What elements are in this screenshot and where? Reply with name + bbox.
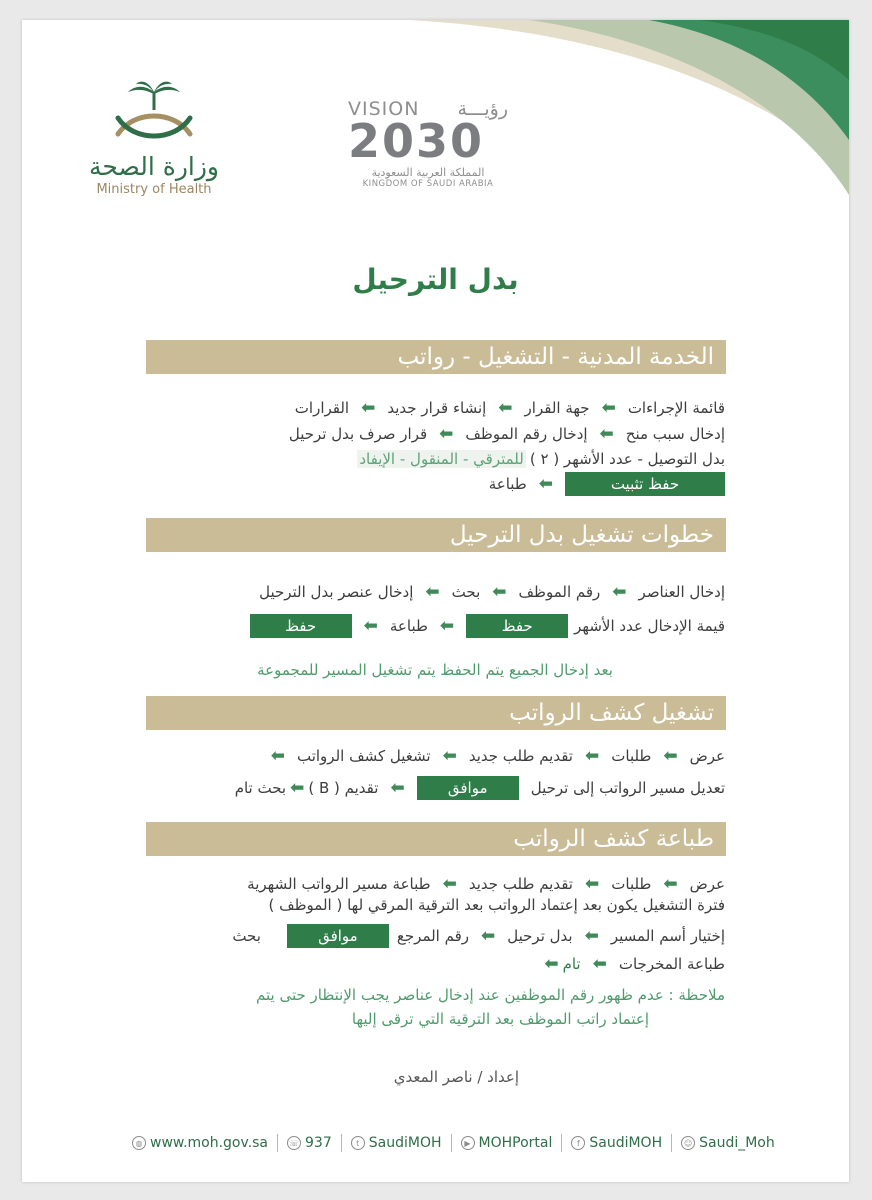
section-heading: خطوات تشغيل بدل الترحيل [146,518,726,552]
arrow-left-icon: ⬅ [585,874,600,894]
procedure-row [259,746,725,766]
header-swoosh [229,20,849,200]
arrow-left-icon: ⬅ [442,874,457,894]
approve-button[interactable]: موافق [417,776,519,800]
step-label: بحث [232,927,261,945]
website-link[interactable]: www.moh.gov.sa [150,1135,269,1151]
procedure-row [540,954,725,974]
save-confirm-button[interactable]: حفظ تثبيت [565,472,725,496]
arrow-left-icon: ⬅ [663,874,678,894]
section-heading: طباعة كشف الرواتب [146,822,726,856]
arrow-left-icon: ⬅ [481,926,496,946]
highlight-note: للمترقي - المنقول - الإيفاد [359,450,524,468]
ministry-logo [84,80,224,197]
group-run-note: بعد إدخال الجميع يتم الحفظ يتم تشغيل المسير للمجموعة [257,661,613,679]
youtube-channel[interactable]: MOHPortal [478,1135,553,1151]
arrow-left-icon: ⬅ [498,398,513,418]
procedure-row [357,450,725,468]
palm-swords-emblem-icon [104,80,204,146]
step-label: طباعة المخرجات [618,955,725,973]
procedure-row [259,582,725,602]
phone-number[interactable]: 937 [305,1135,332,1151]
step-label: قرار صرف بدل ترحيل [288,425,428,443]
arrow-left-icon: ⬅ [439,424,454,444]
twitter-icon: t [351,1136,365,1150]
step-label: إختيار أسم المسير [610,927,725,945]
arrow-left-icon: ⬅ [584,926,599,946]
step-label: قائمة الإجراءات [627,399,725,417]
phone-icon: ☏ [287,1136,301,1150]
author: إعداد / ناصر المعدي [393,1068,519,1086]
arrow-left-icon: ⬅ [290,778,305,798]
step-label: تقديم طلب جديد [468,747,573,765]
step-label: عرض [689,875,725,893]
arrow-left-icon: ⬅ [363,616,378,636]
step-label: طلبات [611,875,652,893]
ministry-name-en: Ministry of Health [96,182,212,197]
snapchat-icon: ☺ [681,1136,695,1150]
procedure-row [232,924,725,948]
vision-label-ar: رؤيـــة [457,98,508,120]
step-label: طباعة مسير الرواتب الشهرية [247,875,431,893]
step-label: فترة التشغيل يكون بعد إعتماد الرواتب بعد الترقية المرقي لها ( الموظف ) [268,896,725,914]
facebook-icon: f [571,1136,585,1150]
step-label: بدل التوصيل - عدد الأشهر ( ٢ ) [529,450,725,468]
arrow-left-icon: ⬅ [592,954,607,974]
step-label: إدخال عنصر بدل الترحيل [259,583,414,601]
procedure-row [235,776,725,800]
step-label: تعديل مسير الرواتب إلى ترحيل [530,779,725,797]
arrow-left-icon: ⬅ [270,746,285,766]
globe-icon: ◍ [132,1136,146,1150]
step-label: طباعة [488,475,527,493]
procedure-row [268,896,725,914]
step-label: بحث تام [234,779,287,797]
step-label: عرض [689,747,725,765]
step-label: بحث [451,583,481,601]
procedure-row [289,424,725,444]
facebook-page[interactable]: SaudiMOH [589,1135,663,1151]
step-label: قيمة الإدخال عدد الأشهر [574,617,725,635]
arrow-left-icon: ⬅ [390,778,405,798]
step-label: القرارات [294,399,350,417]
arrow-left-icon: ⬅ [612,582,627,602]
arrow-left-icon: ⬅ [601,398,616,418]
page-title: بدل الترحيل [352,263,519,296]
procedure-row [247,874,725,894]
arrow-left-icon: ⬅ [538,474,553,494]
procedure-row [295,398,725,418]
procedure-row [250,614,725,638]
arrow-left-icon: ⬅ [585,746,600,766]
kingdom-name-en: KINGDOM OF SAUDI ARABIA [362,179,494,189]
arrow-left-icon: ⬅ [599,424,614,444]
step-label: طباعة [389,617,428,635]
step-label: إدخال العناصر [638,583,725,601]
vision-label-en: VISION [348,98,420,120]
note-line: ملاحظة : عدم ظهور رقم الموظفين عند إدخال عناصر يجب الإنتظار حتى يتم [256,986,725,1004]
step-label: رقم المرجع [396,927,470,945]
document-page [22,20,849,1182]
arrow-left-icon: ⬅ [425,582,440,602]
step-label: رقم الموظف [518,583,601,601]
section-heading: تشغيل كشف الرواتب [146,696,726,730]
arrow-left-icon: ⬅ [442,746,457,766]
arrow-left-icon: ⬅ [544,954,559,974]
vision-2030-logo [348,98,508,189]
footer [132,1134,775,1152]
step-label: تشغيل كشف الرواتب [296,747,431,765]
note-line: إعتماد راتب الموظف بعد الترقية التي ترقى إليها [351,1010,649,1028]
arrow-left-icon: ⬅ [361,398,376,418]
step-label: بدل ترحيل [507,927,573,945]
step-label: جهة القرار [524,399,590,417]
section-heading: الخدمة المدنية - التشغيل - رواتب [146,340,726,374]
step-label: تقديم طلب جديد [468,875,573,893]
approve-button[interactable]: موافق [287,924,389,948]
step-label: إدخال سبب منح [625,425,725,443]
save-button[interactable]: حفظ [250,614,352,638]
vision-year: 2030 [348,114,485,168]
step-label: تام [562,955,581,973]
twitter-handle[interactable]: SaudiMOH [368,1135,442,1151]
save-button[interactable]: حفظ [466,614,568,638]
youtube-icon: ▶ [461,1136,475,1150]
step-label: تقديم ( B ) [308,779,379,797]
step-label: إنشاء قرار جديد [387,399,487,417]
arrow-left-icon: ⬅ [439,616,455,636]
procedure-row [489,472,725,496]
kingdom-name-ar: المملكة العربية السعودية [371,166,485,179]
snapchat-handle[interactable]: Saudi_Moh [699,1135,775,1151]
arrow-left-icon: ⬅ [663,746,678,766]
step-label: إدخال رقم الموظف [465,425,588,443]
arrow-left-icon: ⬅ [492,582,507,602]
step-label: طلبات [611,747,652,765]
ministry-name-ar: وزارة الصحة [89,152,219,181]
